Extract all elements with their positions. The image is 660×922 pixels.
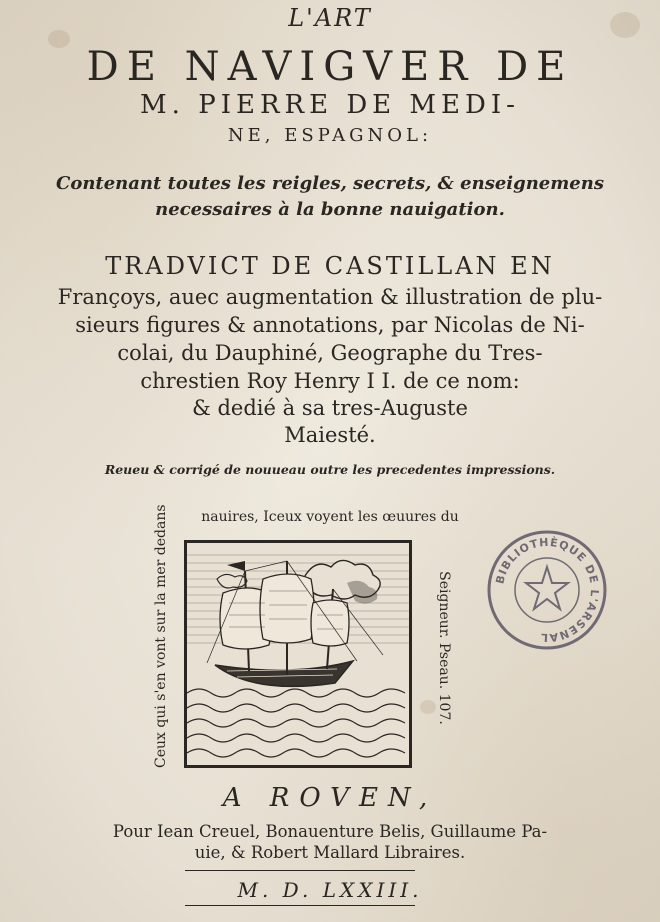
title-line-3: M. PIERRE DE MEDI- xyxy=(140,90,520,120)
imprint-place: A ROVEN, xyxy=(222,783,438,813)
subtitle-line-1: Contenant toutes les reigles, secrets, & enseignemens xyxy=(56,173,604,194)
ship-woodcut-icon xyxy=(184,540,412,768)
title-line-4: NE, ESPAGNOL: xyxy=(227,125,433,146)
title-line-2: DE NAVIGVER DE xyxy=(86,44,574,90)
foxing-spot xyxy=(420,700,436,714)
motto-left: Ceux qui s'en vont sur la mer dedans xyxy=(153,504,169,768)
body-line: & dedié à sa tres-Auguste xyxy=(192,396,468,420)
body-line: Françoys, auec augmentation & illustration de plu- xyxy=(57,285,603,309)
body-line: colai, du Dauphiné, Geographe du Tres- xyxy=(117,341,543,365)
translation-heading: TRADVICT DE CASTILLAN EN xyxy=(105,252,555,280)
publisher-line-2: uie, & Robert Mallard Libraires. xyxy=(194,843,466,862)
body-line: chrestien Roy Henry I I. de ce nom: xyxy=(140,369,520,393)
motto-top: nauires, Iceux voyent les œuures du xyxy=(201,509,459,525)
body-line: sieurs figures & annotations, par Nicolas de Ni- xyxy=(75,313,585,337)
revision-note: Reueu & corrigé de nouueau outre les precedentes impressions. xyxy=(104,462,556,477)
title-line-1: L'ART xyxy=(288,4,372,32)
stamp-text: BIBLIOTHÈQUE DE L'ARSENAL xyxy=(493,535,602,645)
publisher-line-1: Pour Iean Creuel, Bonauenture Belis, Guillaume Pa- xyxy=(112,822,548,841)
imprint-date: M. D. LXXIII. xyxy=(237,878,423,902)
body-line: Maiesté. xyxy=(284,423,376,447)
motto-right: Seigneur. Pseau. 107. xyxy=(436,571,452,725)
library-stamp-icon xyxy=(482,525,612,655)
subtitle-line-2: necessaires à la bonne nauigation. xyxy=(155,199,505,220)
